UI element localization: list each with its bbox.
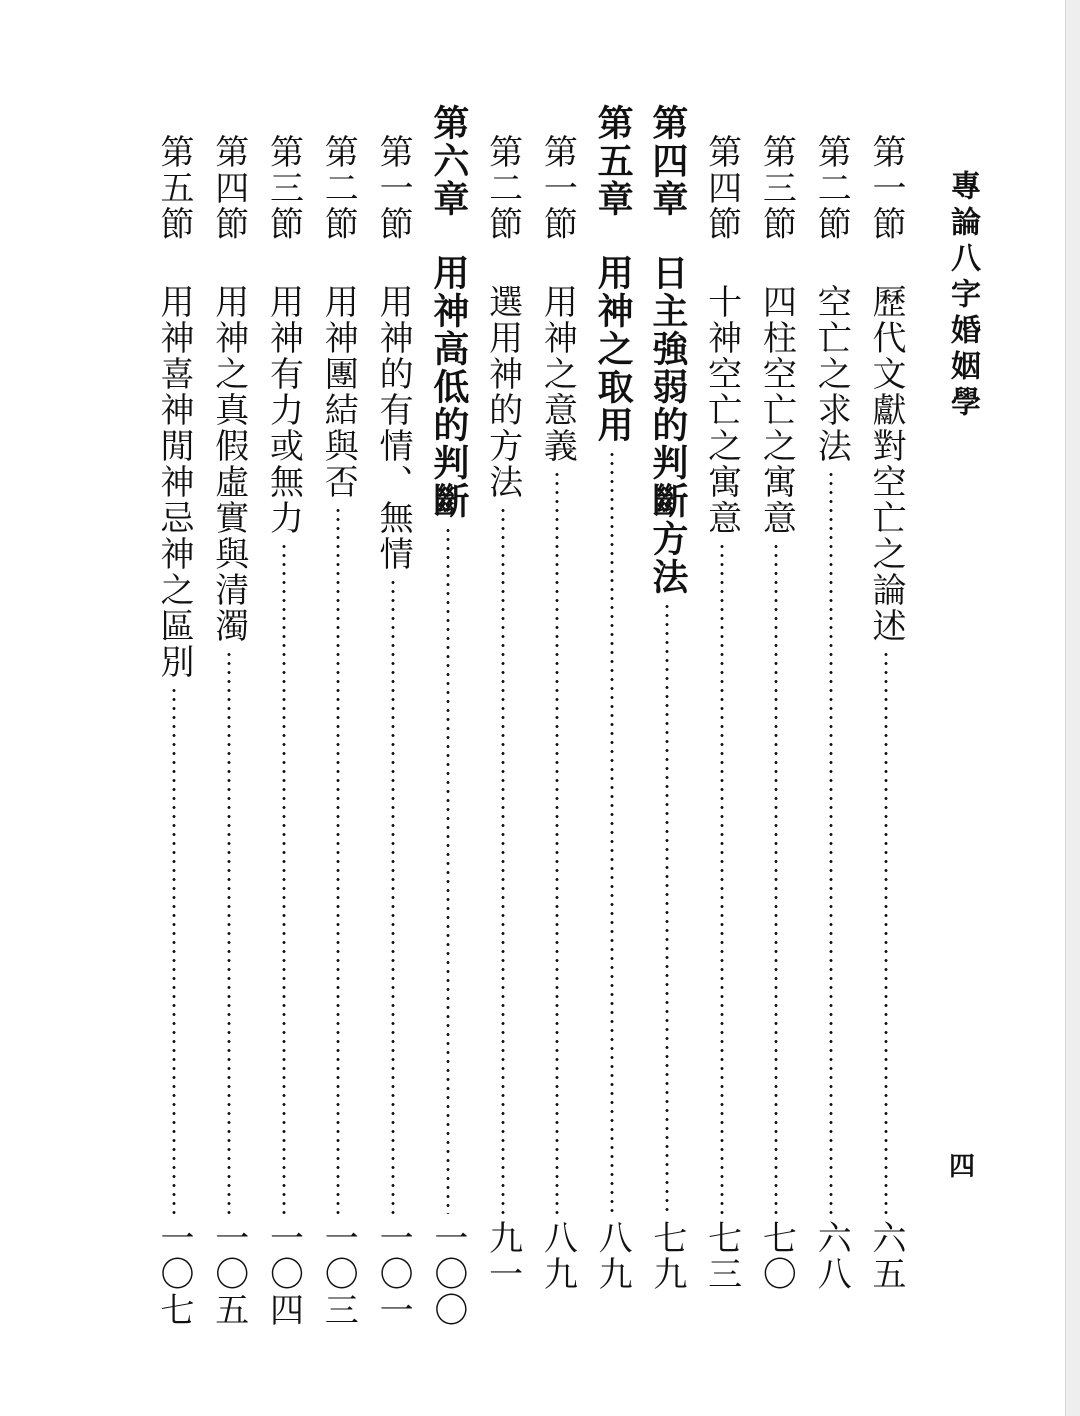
table-of-contents	[150, 104, 910, 1344]
page-reference: 一〇四	[263, 1220, 304, 1328]
section-title: 用神的有情、無情	[373, 284, 414, 572]
page-reference: 六八	[811, 1220, 852, 1292]
chapter-title: 日主強弱的判斷方法	[646, 254, 688, 596]
dot-leader	[501, 506, 505, 1214]
dot-leader	[336, 506, 340, 1214]
section-title: 用神團結與否	[318, 284, 359, 500]
page-number: 四	[948, 1152, 975, 1182]
toc-section-entry	[205, 104, 253, 1344]
section-title: 選用神的方法	[482, 284, 523, 500]
section-title: 十神空亡之寓意	[701, 284, 742, 536]
page-reference: 六五	[865, 1220, 906, 1292]
chapter-number: 第五章	[592, 104, 634, 218]
page-reference: 八九	[537, 1220, 578, 1292]
section-number: 第三節	[263, 134, 304, 242]
section-number: 第二節	[318, 134, 359, 242]
page-reference: 一〇七	[154, 1220, 194, 1328]
toc-section-entry	[479, 104, 527, 1344]
page-reference: 一〇一	[373, 1220, 414, 1328]
toc-section-entry	[150, 104, 198, 1344]
section-number: 第四節	[701, 134, 742, 242]
dot-leader	[829, 470, 833, 1214]
section-number: 第一節	[537, 134, 578, 242]
dot-leader	[665, 602, 669, 1214]
section-number: 第二節	[482, 134, 523, 242]
dot-leader	[555, 470, 559, 1214]
dot-leader	[391, 578, 395, 1214]
section-number: 第二節	[811, 134, 852, 242]
book-title-header: 專論八字婚姻學	[945, 170, 980, 422]
chapter-number: 第六章	[427, 104, 469, 218]
section-number: 第三節	[756, 134, 797, 242]
section-title: 用神喜神閒神忌神之區別	[154, 284, 194, 680]
section-number: 第四節	[208, 134, 249, 242]
dot-leader	[610, 450, 614, 1214]
chapter-title: 用神高低的判斷	[427, 254, 469, 520]
toc-section-entry	[314, 104, 362, 1344]
dot-leader	[282, 542, 286, 1214]
section-title: 用神之意義	[537, 284, 578, 464]
toc-section-entry	[698, 104, 746, 1344]
toc-chapter-entry	[424, 104, 472, 1344]
page-reference: 一〇三	[318, 1220, 359, 1328]
section-title: 用神之真假虛實與清濁	[208, 284, 249, 644]
page-reference: 一〇五	[208, 1220, 249, 1328]
dot-leader	[446, 526, 450, 1214]
page-reference: 一〇〇	[427, 1220, 468, 1328]
dot-leader	[172, 686, 176, 1214]
dot-leader	[884, 650, 888, 1214]
toc-section-entry	[752, 104, 800, 1344]
page-reference: 七九	[646, 1220, 687, 1292]
page-edge	[1065, 0, 1080, 1416]
section-title: 用神有力或無力	[263, 284, 304, 536]
section-number: 第一節	[373, 134, 414, 242]
toc-chapter-entry	[588, 104, 636, 1344]
section-title: 四柱空亡之寓意	[756, 284, 797, 536]
page-reference: 八九	[592, 1220, 633, 1292]
section-number: 第一節	[865, 134, 906, 242]
section-title: 歷代文獻對空亡之論述	[865, 284, 906, 644]
section-number: 第五節	[154, 134, 194, 242]
dot-leader	[227, 650, 231, 1214]
toc-section-entry	[369, 104, 417, 1344]
toc-section-entry	[862, 104, 910, 1344]
toc-section-entry	[260, 104, 308, 1344]
chapter-number: 第四章	[646, 104, 688, 218]
page-reference: 九一	[482, 1220, 523, 1292]
dot-leader	[720, 542, 724, 1214]
toc-chapter-entry	[643, 104, 691, 1344]
toc-section-entry	[533, 104, 581, 1344]
page-reference: 七三	[701, 1220, 742, 1292]
page-reference: 七〇	[756, 1220, 797, 1292]
chapter-title: 用神之取用	[592, 254, 634, 444]
toc-section-entry	[807, 104, 855, 1344]
dot-leader	[774, 542, 778, 1214]
section-title: 空亡之求法	[811, 284, 852, 464]
